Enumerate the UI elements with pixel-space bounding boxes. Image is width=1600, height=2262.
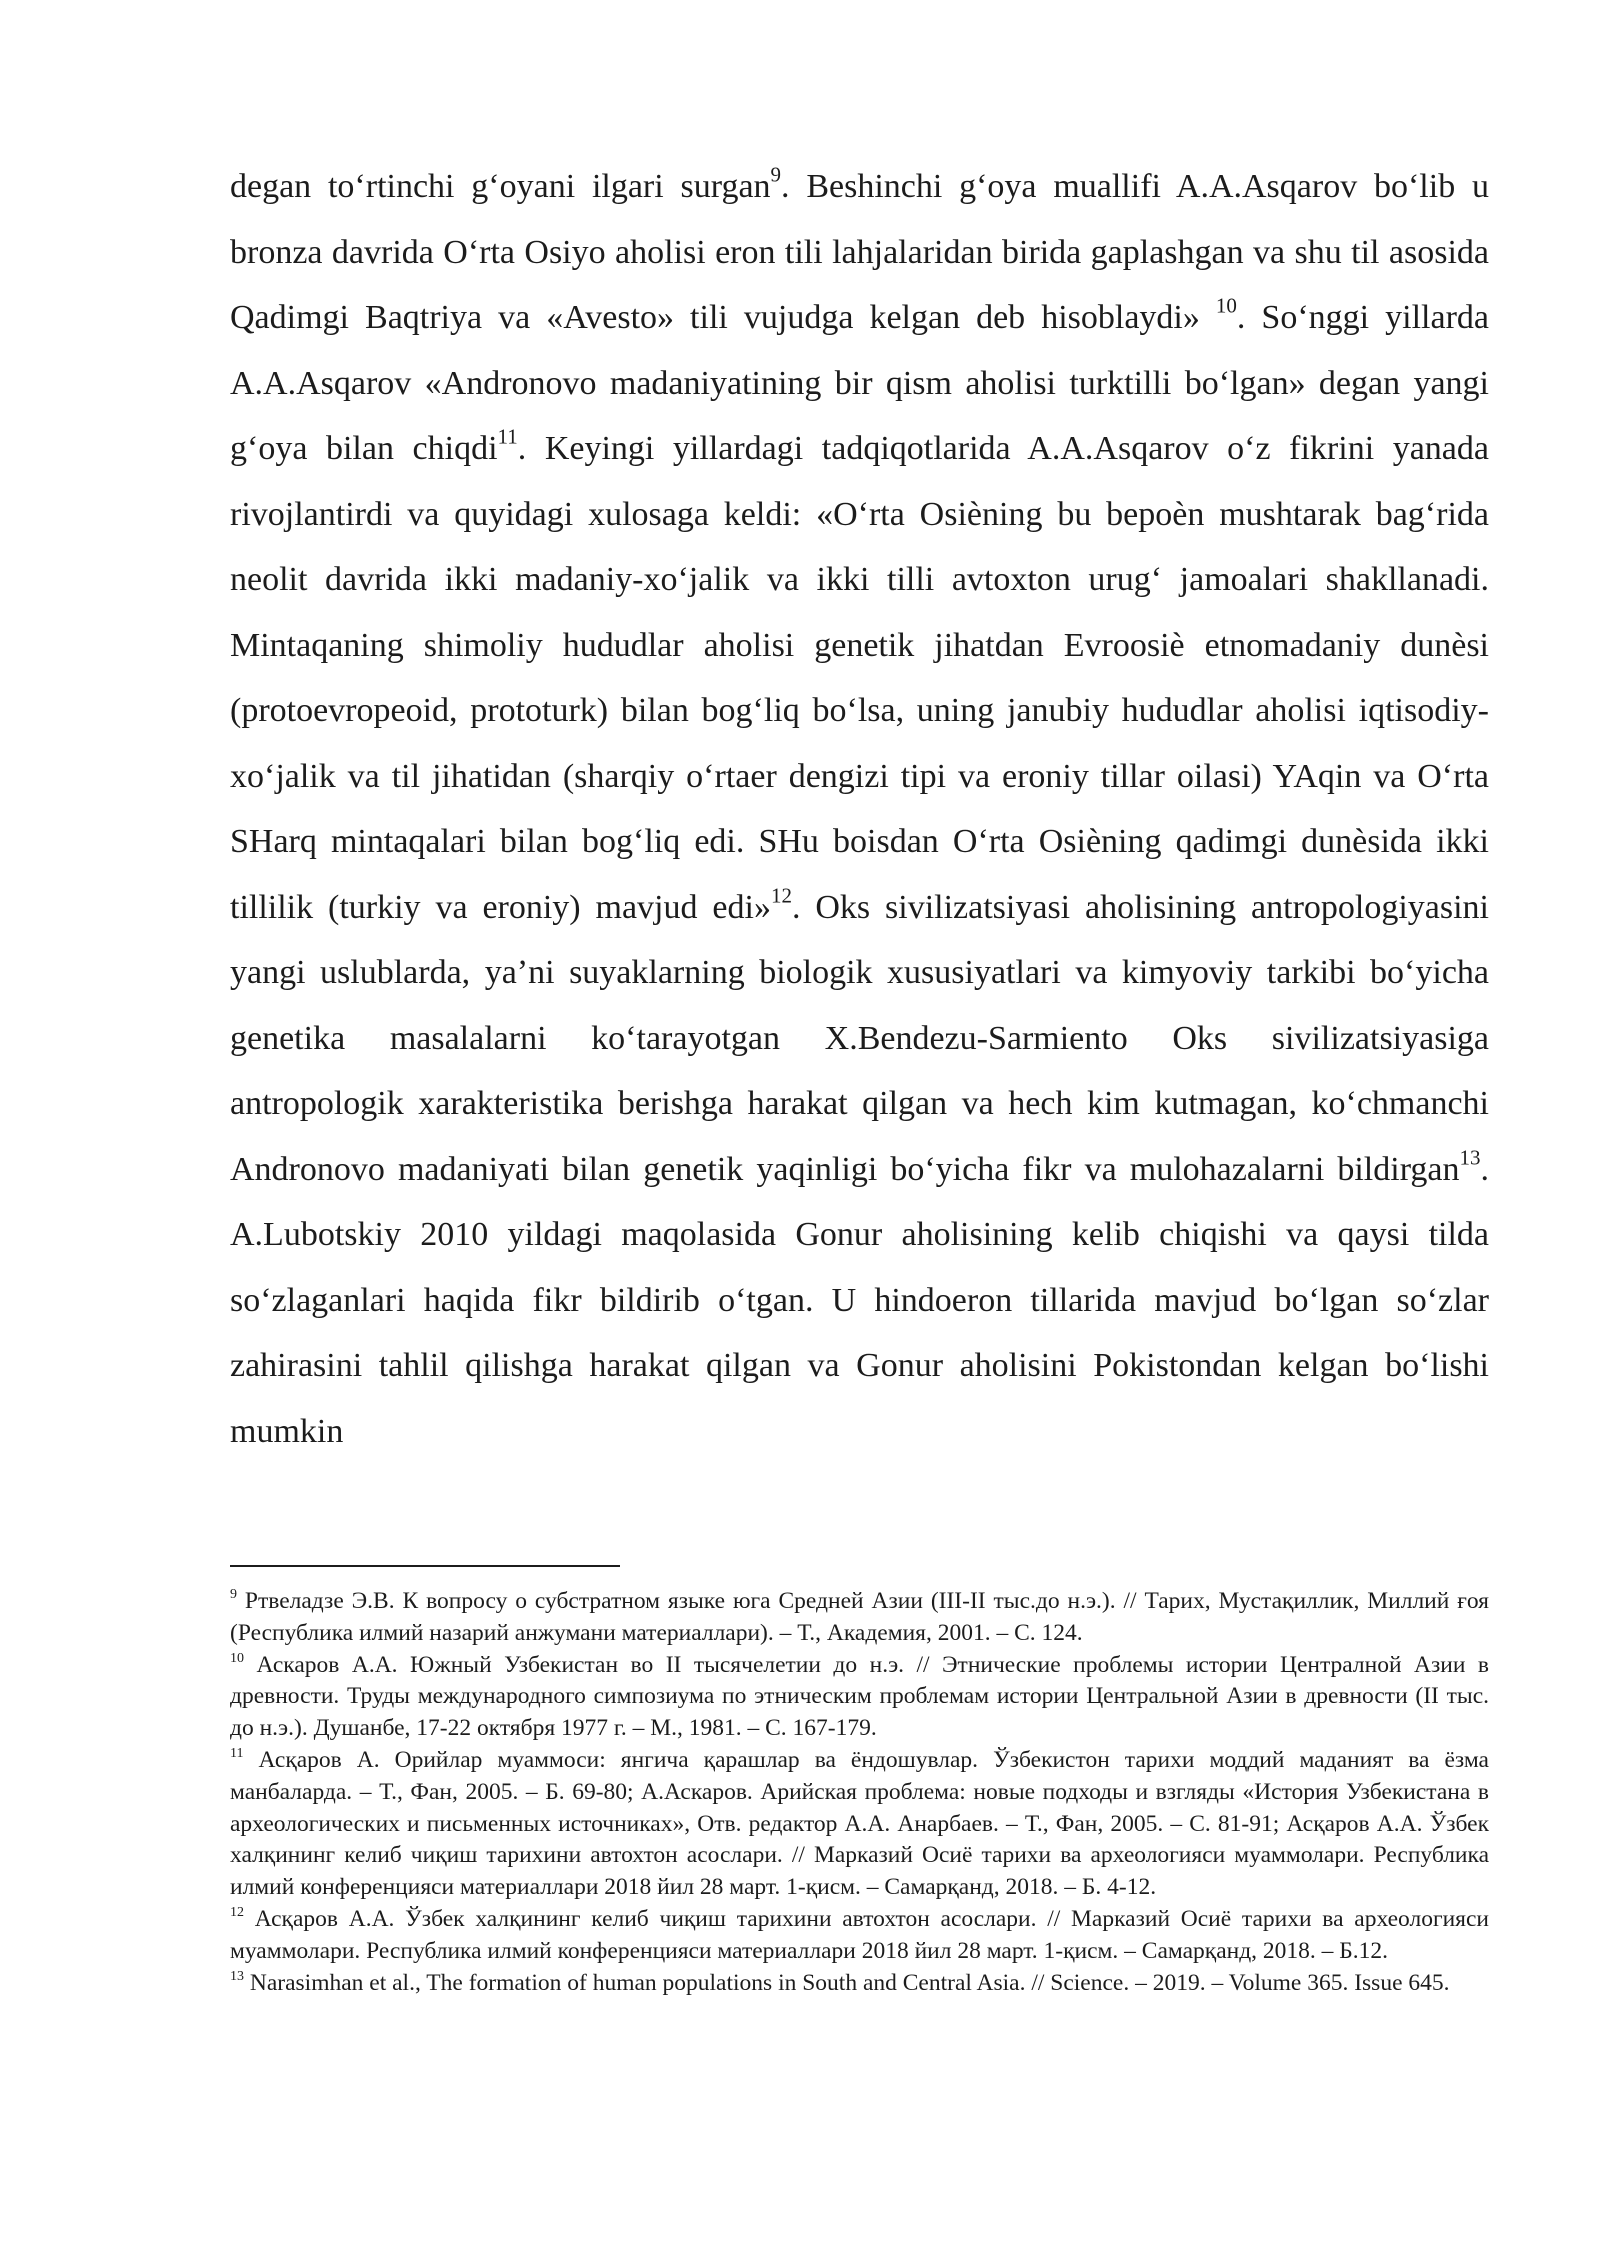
footnote-number: 10 xyxy=(230,1650,244,1666)
body-text-segment: degan toʻrtinchi gʻoyani ilgari surgan xyxy=(230,168,771,205)
footnote-9 xyxy=(230,1586,1489,1650)
footnote-number: 11 xyxy=(230,1746,244,1762)
footnote-text: Асқаров А.А. Ўзбек халқининг келиб чиқиш тарихини автохтон асослари. // Марказий Осиё тарихи ва археологияси муаммолари. Республика илмий конференцияси материаллари 2018 йил 28 март. 1-қисм. – Самарқанд, 2018. – Б.12. xyxy=(230,1905,1489,1964)
footnote-text: Аскаров А.А. Южный Узбекистан во II тысячелетии до н.э. // Этнические проблемы истории Централной Азии в древности. Труды международного симпозиума по этническим проблемам истории Центральной Азии в древности (II тыс. до н.э.). Душанбе, 17-22 октября 1977 г. – М., 1981. – С. 167-179. xyxy=(230,1651,1489,1742)
body-text-segment: . Keyingi yillardagi tadqiqotlarida A.A.Asqarov oʻz fikrini yanada rivojlantirdi va quyidagi xulosaga keldi: «Oʻrta Osiѐning bu bepoѐn mushtarak bagʻrida neolit davrida ikki madaniy-xoʻjalik va ikki tilli avtoxton urugʻ jamoalari shakllanadi. Mintaqaning shimoliy hududlar aholisi genetik jihatdan Evroosiѐ etnomadaniy dunѐsi (protoevropeoid, prototurk) bilan bogʻliq boʻlsa, uning janubiy hududlar aholisi iqtisodiy-xoʻjalik va til jihatidan (sharqiy oʻrtaer dengizi tipi va eroniy tillar oilasi) YAqin va Oʻrta SHarq mintaqalari bilan bogʻliq edi. SHu boisdan Oʻrta Osiѐning qadimgi dunѐsida ikki tillilik (turkiy va eroniy) mavjud edi» xyxy=(230,430,1489,926)
footnote-text: Narasimhan et al., The formation of human populations in South and Central Asia. // Science. – 2019. – Volume 365. Issue 645. xyxy=(244,1969,1450,1996)
footnote-10 xyxy=(230,1650,1489,1745)
footnote-ref-12[interactable]: 12 xyxy=(770,882,792,907)
footnote-ref-9[interactable]: 9 xyxy=(770,162,782,187)
body-text-segment: . Soʻnggi yillarda A.A.Asqarov «Andronovo madaniyatining bir qism aholisi turktilli boʻlgan» degan yangi gʻoya bilan chiqdi xyxy=(230,299,1489,467)
body-text-segment: . Oks sivilizatsiyasi aholisining antropologiyasini yangi uslublarda, yaʼni suyaklarning biologik xususiyatlari va kimyoviy tarkibi boʻyicha genetika masalalarni koʻtarayotgan X.Bendezu-Sarmiento Oks sivilizatsiyasiga antropologik xarakteristika berishga harakat qilgan va hech kim kutmagan, koʻchmanchi Andronovo madaniyati bilan genetik yaqinligi boʻyicha fikr va mulohazalarni bildirgan xyxy=(230,888,1489,1188)
footnote-11 xyxy=(230,1745,1489,1904)
footnote-text: Ртвеладзе Э.В. К вопросу о субстратном языке юга Средней Азии (III-II тыс.до н.э.). // Тарих, Мустақиллик, Миллий ғоя (Республика илмий назарий анжумани материаллари). – Т., Академия, 2001. – С. 124. xyxy=(230,1588,1489,1646)
footnotes-section xyxy=(230,1586,1489,1999)
footnote-number: 12 xyxy=(230,1905,244,1921)
footnote-separator xyxy=(230,1565,620,1567)
body-text-segment: . Beshinchi gʻoya muallifi A.A.Asqarov boʻlib u bronza davrida Oʻrta Osiyo aholisi eron tili lahjalaridan birida gaplashgan va shu til asosida Qadimgi Baqtriya va «Avesto» tili vujudga kelgan deb hisoblaydi» xyxy=(230,168,1489,336)
footnote-ref-11[interactable]: 11 xyxy=(497,424,518,449)
footnote-number: 9 xyxy=(230,1587,237,1603)
footnote-ref-13[interactable]: 13 xyxy=(1459,1144,1481,1169)
footnote-ref-10[interactable]: 10 xyxy=(1215,293,1237,318)
body-text-segment: . A.Lubotskiy 2010 yildagi maqolasida Gonur aholisining kelib chiqishi va qaysi tilda soʻzlaganlari haqida fikr bildirib oʻtgan. U hindoeron tillarida mavjud boʻlgan soʻzlar zahirasini tahlil qilishga harakat qilgan va Gonur aholisini Pokistondan kelgan boʻlishi mumkin xyxy=(230,1150,1489,1450)
footnote-12 xyxy=(230,1904,1489,1968)
body-paragraph xyxy=(230,154,1489,1464)
footnote-number: 13 xyxy=(230,1968,244,1984)
footnote-13 xyxy=(230,1968,1489,2000)
footnote-text: Асқаров А. Орийлар муаммоси: янгича қарашлар ва ёндошувлар. Ўзбекистон тарихи моддий маданият ва ёзма манбаларда. – Т., Фан, 2005. – Б. 69-80; А.Аскаров. Арийская проблема: новые подходы и взгляды «История Узбекистана в археологических и письменных источниках», Отв. редактор А.А. Анарбаев. – Т., Фан, 2005. – С. 81-91; Асқаров А.А. Ўзбек халқининг келиб чиқиш тарихини автохтон асослари. // Марказий Осиё тарихи ва археологияси муаммолари. Республика илмий конференцияси материаллари 2018 йил 28 март. 1-қисм. – Самарқанд, 2018. – Б. 4-12. xyxy=(230,1746,1489,1901)
